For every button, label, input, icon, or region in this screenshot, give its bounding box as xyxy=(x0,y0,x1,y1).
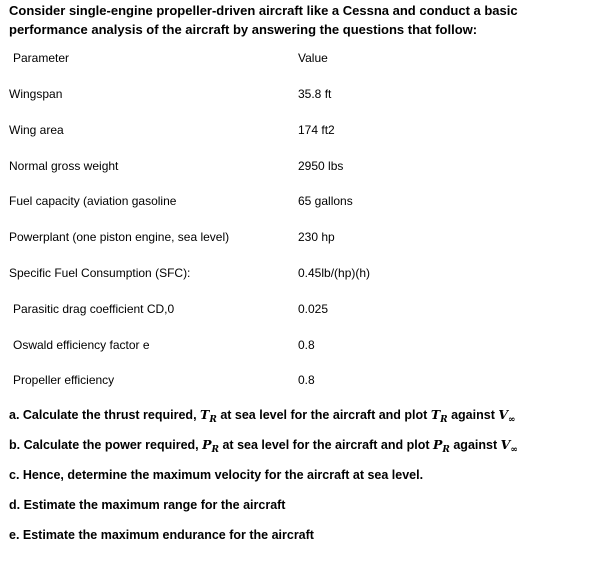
row-value: 35.8 ft xyxy=(298,87,332,101)
row-parameter: Propeller efficiency xyxy=(13,373,115,387)
power-required-symbol: $P_R$ xyxy=(432,437,450,455)
freestream-velocity-symbol: $V_\infty$ xyxy=(500,437,518,455)
problem-intro: Consider single-engine propeller-driven aircraft like a Cessna and conduct a basic performance analysis of the aircraft by answering the questions that follow: xyxy=(9,3,518,37)
table-row xyxy=(0,300,594,318)
row-parameter: Oswald efficiency factor e xyxy=(13,338,150,352)
table-row xyxy=(0,264,594,282)
row-parameter: Wing area xyxy=(9,123,64,137)
row-value: 0.8 xyxy=(298,338,315,352)
row-parameter: Specific Fuel Consumption (SFC): xyxy=(9,266,191,280)
table-row xyxy=(0,228,594,246)
table-row xyxy=(0,192,594,210)
table-header xyxy=(0,49,594,67)
thrust-required-symbol: $T_R$ xyxy=(430,407,448,425)
row-value: 0.45lb/(hp)(h) xyxy=(298,266,371,280)
row-value: 0.025 xyxy=(298,302,329,316)
row-value: 65 gallons xyxy=(298,194,353,208)
table-row xyxy=(0,85,594,103)
row-value: 174 ft2 xyxy=(298,123,335,137)
question-a-middle: at sea level for the aircraft and plot xyxy=(220,408,428,422)
thrust-required-symbol: $T_R$ xyxy=(200,407,217,425)
question-b xyxy=(9,436,518,454)
question-a-against: against xyxy=(451,408,495,422)
table-row xyxy=(0,157,594,175)
header-value: Value xyxy=(298,51,328,65)
row-value: 0.8 xyxy=(298,373,315,387)
question-b-middle: at sea level for the aircraft and plot xyxy=(222,438,430,452)
question-b-against: against xyxy=(453,438,498,452)
row-parameter: Parasitic drag coefficient CD,0 xyxy=(13,302,175,316)
row-parameter: Normal gross weight xyxy=(9,159,119,173)
row-value: 230 hp xyxy=(298,230,335,244)
table-row xyxy=(0,121,594,139)
header-parameter: Parameter xyxy=(13,51,70,65)
table-row xyxy=(0,336,594,354)
row-parameter: Fuel capacity (aviation gasoline xyxy=(9,194,177,208)
question-b-prefix: b. Calculate the power required, xyxy=(9,438,199,452)
freestream-velocity-symbol: $V_\infty$ xyxy=(498,407,516,425)
power-required-symbol: $P_R$ xyxy=(202,437,219,455)
question-d: d. Estimate the maximum range for the aircraft xyxy=(9,498,286,512)
table-row xyxy=(0,371,594,389)
question-a xyxy=(9,406,516,424)
row-parameter: Wingspan xyxy=(9,87,63,101)
question-a-prefix: a. Calculate the thrust required, xyxy=(9,408,197,422)
question-e: e. Estimate the maximum endurance for the aircraft xyxy=(9,528,314,542)
question-c: c. Hence, determine the maximum velocity for the aircraft at sea level. xyxy=(9,468,424,482)
row-parameter: Powerplant (one piston engine, sea level) xyxy=(9,230,230,244)
row-value: 2950 lbs xyxy=(298,159,344,173)
